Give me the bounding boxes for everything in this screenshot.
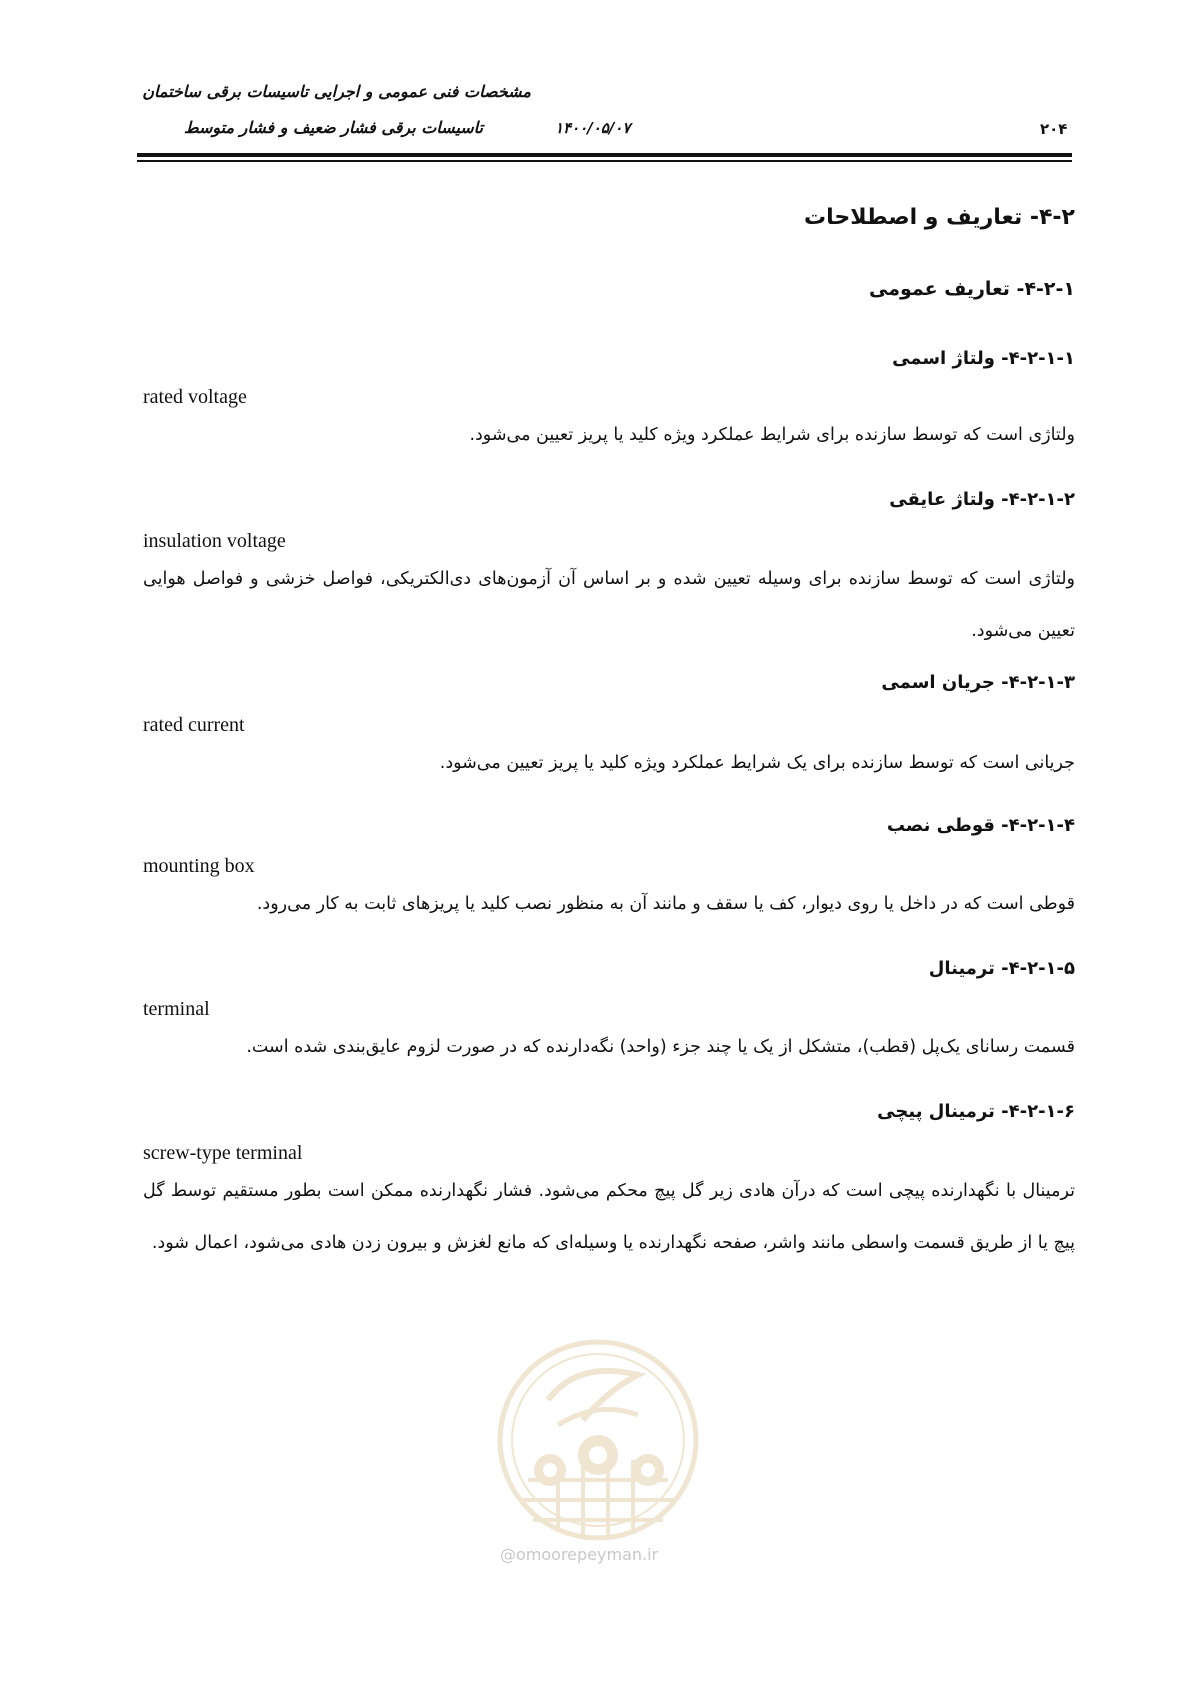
- item-heading: ۴-۲-۱-۲- ولتاژ عایقی: [889, 489, 1075, 510]
- subsection-heading: ۴-۲-۱- تعاریف عمومی: [869, 278, 1075, 300]
- header-rule-thin: [137, 160, 1072, 162]
- item-heading: ۴-۲-۱-۵- ترمینال: [928, 958, 1075, 979]
- item-english-term: terminal: [143, 998, 210, 1020]
- header-date: ۱۴۰۰/۰۵/۰۷: [555, 119, 631, 137]
- item-heading: ۴-۲-۱-۳- جریان اسمی: [881, 672, 1075, 693]
- item-definition: ولتاژی است که توسط سازنده برای شرایط عملکرد ویژه کلید یا پریز تعیین می‌شود.: [469, 425, 1075, 445]
- item-definition: جریانی است که توسط سازنده برای یک شرایط عملکرد ویژه کلید یا پریز تعیین می‌شود.: [439, 753, 1075, 773]
- page-number: ۲۰۴: [1040, 120, 1068, 138]
- watermark-url: @omoorepeyman.ir: [500, 1545, 659, 1564]
- header-rule-thick: [137, 153, 1072, 157]
- item-english-term: screw-type terminal: [143, 1142, 303, 1164]
- item-definition: قوطی است که در داخل یا روی دیوار، کف یا سقف و مانند آن به منظور نصب کلید یا پریزهای ثابت به کار می‌رود.: [256, 894, 1075, 914]
- item-heading: ۴-۲-۱-۶- ترمینال پیچی: [877, 1101, 1075, 1122]
- item-definition: ترمینال با نگهدارنده پیچی است که درآن هادی زیر گل پیچ محکم می‌شود. فشار نگهدارنده ممکن است بطور مستقیم توسط گل پیچ یا از طریق قسمت واسطی مانند واشر، صفحه نگهدارنده یا وسیله‌ای که مانع لغزش و بیرون زدن هادی می‌شود، اعمال شود.: [143, 1181, 1075, 1253]
- section-heading: ۴-۲- تعاریف و اصطلاحات: [803, 205, 1075, 230]
- watermark-logo: [488, 1330, 708, 1570]
- item-english-term: mounting box: [143, 855, 255, 877]
- item-definition: قسمت رسانای یک‌پل (قطب)، متشکل از یک یا چند جزء (واحد) نگه‌دارنده که در صورت لزوم عایق‌بندی شده است.: [246, 1037, 1075, 1057]
- header-subtitle: تاسیسات برقی فشار ضعیف و فشار متوسط: [183, 118, 483, 137]
- item-definition: ولتاژی است که توسط سازنده برای وسیله تعیین شده و بر اساس آن آزمون‌های دی‌الکتریکی، فواصل خزشی و فواصل هوایی تعیین می‌شود.: [143, 569, 1075, 641]
- item-heading: ۴-۲-۱-۴- قوطی نصب: [886, 815, 1075, 836]
- item-heading: ۴-۲-۱-۱- ولتاژ اسمی: [892, 348, 1075, 369]
- item-english-term: insulation voltage: [143, 530, 286, 552]
- item-english-term: rated voltage: [143, 386, 247, 408]
- header-title: مشخصات فنی عمومی و اجرایی تاسیسات برقی ساختمان: [142, 82, 531, 101]
- item-english-term: rated current: [143, 714, 245, 736]
